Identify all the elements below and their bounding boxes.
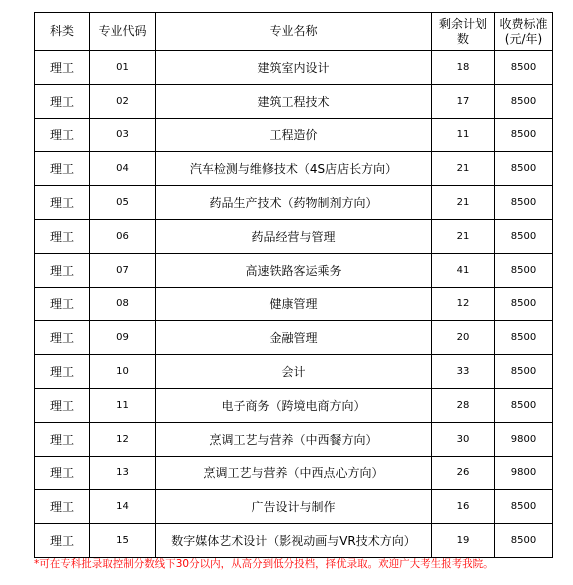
cell-category: 理工 (35, 321, 90, 355)
cell-category: 理工 (35, 456, 90, 490)
cell-major-name: 电子商务（跨境电商方向） (156, 388, 432, 422)
cell-category: 理工 (35, 186, 90, 220)
cell-major-code: 12 (90, 422, 156, 456)
cell-major-code: 03 (90, 118, 156, 152)
cell-major-name: 高速铁路客运乘务 (156, 253, 432, 287)
cell-category: 理工 (35, 524, 90, 558)
cell-fee: 8500 (495, 490, 553, 524)
cell-fee: 8500 (495, 287, 553, 321)
cell-category: 理工 (35, 84, 90, 118)
cell-major-code: 08 (90, 287, 156, 321)
table-row (35, 287, 553, 321)
table-row (35, 219, 553, 253)
cell-remaining: 21 (432, 186, 495, 220)
cell-fee: 8500 (495, 152, 553, 186)
table-row (35, 321, 553, 355)
cell-remaining: 21 (432, 152, 495, 186)
cell-remaining: 19 (432, 524, 495, 558)
footnote-notice: *可在专科批录取控制分数线下30分以内，从高分到低分投档，择优录取。欢迎广大考生报考我院。 (34, 558, 494, 570)
header-major-name: 专业名称 (156, 13, 432, 51)
cell-remaining: 21 (432, 219, 495, 253)
cell-major-code: 09 (90, 321, 156, 355)
cell-major-name: 会计 (156, 355, 432, 389)
header-major-code: 专业代码 (90, 13, 156, 51)
cell-remaining: 11 (432, 118, 495, 152)
cell-fee: 8500 (495, 84, 553, 118)
cell-major-code: 13 (90, 456, 156, 490)
cell-remaining: 20 (432, 321, 495, 355)
table-body (35, 51, 553, 558)
enrollment-plan-table (34, 12, 553, 558)
cell-fee: 8500 (495, 186, 553, 220)
table-row (35, 355, 553, 389)
table-row (35, 388, 553, 422)
cell-major-code: 04 (90, 152, 156, 186)
table-row (35, 186, 553, 220)
cell-fee: 9800 (495, 422, 553, 456)
cell-category: 理工 (35, 388, 90, 422)
cell-remaining: 41 (432, 253, 495, 287)
table-row (35, 422, 553, 456)
cell-fee: 8500 (495, 253, 553, 287)
cell-major-code: 11 (90, 388, 156, 422)
cell-major-name: 工程造价 (156, 118, 432, 152)
cell-major-code: 06 (90, 219, 156, 253)
cell-remaining: 18 (432, 51, 495, 85)
cell-category: 理工 (35, 118, 90, 152)
cell-major-name: 健康管理 (156, 287, 432, 321)
cell-major-name: 烹调工艺与营养（中西点心方向） (156, 456, 432, 490)
cell-major-code: 10 (90, 355, 156, 389)
cell-remaining: 17 (432, 84, 495, 118)
cell-fee: 8500 (495, 388, 553, 422)
cell-fee: 8500 (495, 51, 553, 85)
cell-major-code: 07 (90, 253, 156, 287)
cell-remaining: 16 (432, 490, 495, 524)
cell-major-name: 金融管理 (156, 321, 432, 355)
table-header-row (35, 13, 553, 51)
cell-category: 理工 (35, 152, 90, 186)
cell-category: 理工 (35, 219, 90, 253)
cell-fee: 8500 (495, 321, 553, 355)
cell-fee: 8500 (495, 524, 553, 558)
header-fee: 收费标准(元/年) (495, 13, 553, 51)
cell-fee: 8500 (495, 355, 553, 389)
cell-major-name: 建筑室内设计 (156, 51, 432, 85)
cell-major-name: 广告设计与制作 (156, 490, 432, 524)
cell-remaining: 12 (432, 287, 495, 321)
cell-category: 理工 (35, 490, 90, 524)
table-row (35, 118, 553, 152)
cell-category: 理工 (35, 422, 90, 456)
table-row (35, 51, 553, 85)
cell-fee: 9800 (495, 456, 553, 490)
cell-major-name: 建筑工程技术 (156, 84, 432, 118)
cell-fee: 8500 (495, 118, 553, 152)
cell-category: 理工 (35, 51, 90, 85)
table-row (35, 84, 553, 118)
cell-remaining: 26 (432, 456, 495, 490)
cell-major-code: 05 (90, 186, 156, 220)
cell-remaining: 28 (432, 388, 495, 422)
table-row (35, 456, 553, 490)
table-row (35, 490, 553, 524)
cell-category: 理工 (35, 355, 90, 389)
cell-major-name: 汽车检测与维修技术（4S店店长方向） (156, 152, 432, 186)
cell-remaining: 33 (432, 355, 495, 389)
cell-major-code: 01 (90, 51, 156, 85)
cell-major-code: 02 (90, 84, 156, 118)
cell-fee: 8500 (495, 219, 553, 253)
cell-major-name: 数字媒体艺术设计（影视动画与VR技术方向） (156, 524, 432, 558)
cell-major-name: 药品生产技术（药物制剂方向） (156, 186, 432, 220)
header-remaining-plan: 剩余计划数 (432, 13, 495, 51)
header-category: 科类 (35, 13, 90, 51)
table-row (35, 152, 553, 186)
cell-category: 理工 (35, 253, 90, 287)
cell-major-code: 14 (90, 490, 156, 524)
cell-remaining: 30 (432, 422, 495, 456)
cell-major-code: 15 (90, 524, 156, 558)
cell-major-name: 药品经营与管理 (156, 219, 432, 253)
cell-major-name: 烹调工艺与营养（中西餐方向） (156, 422, 432, 456)
table-row (35, 524, 553, 558)
cell-category: 理工 (35, 287, 90, 321)
table-row (35, 253, 553, 287)
